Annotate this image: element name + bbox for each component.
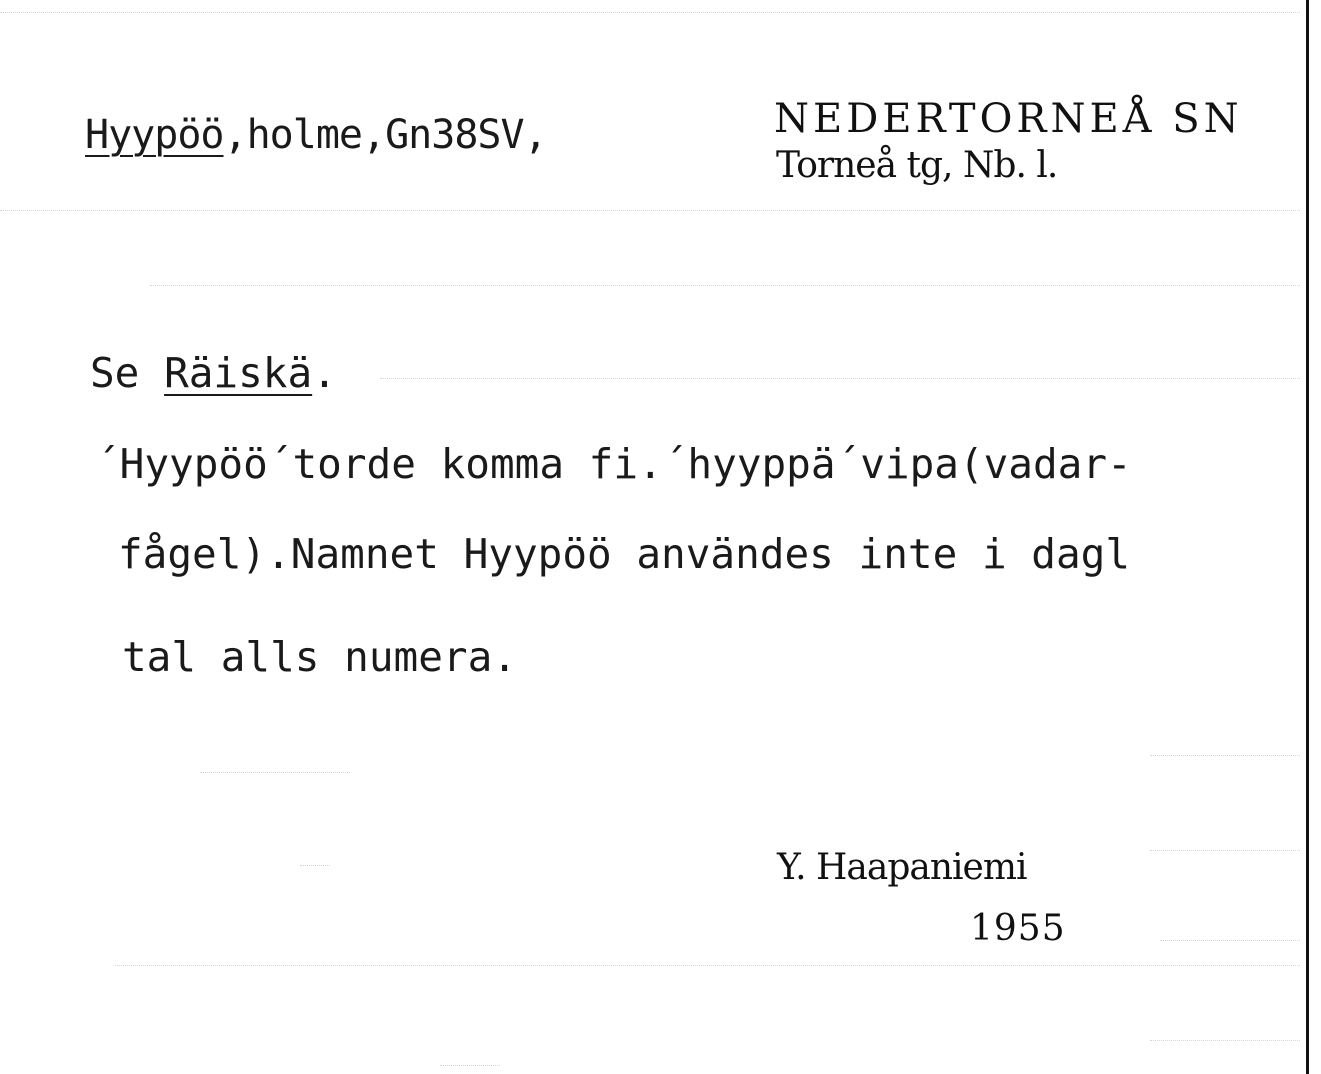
district-line: Torneå tg, Nb. l.	[776, 145, 1058, 186]
rule-line	[115, 965, 1300, 966]
rule-line	[1150, 850, 1300, 851]
see-suffix: .	[312, 349, 337, 397]
rule-line	[1160, 940, 1300, 941]
author-name: Y. Haapaniemi	[777, 847, 1027, 888]
rule-line	[380, 378, 1300, 379]
see-target: Räiskä	[164, 349, 313, 397]
headword-details: ,holme,Gn38SV,	[223, 112, 547, 158]
note-line-3: tal alls numera.	[122, 633, 517, 681]
card-right-edge	[1306, 0, 1309, 1074]
parish-name: NEDERTORNEÅ SN	[774, 96, 1243, 142]
note-line-2: fågel).Namnet Hyypöö användes inte i dagl	[118, 530, 1131, 578]
rule-line	[0, 12, 1300, 13]
rule-line	[440, 1065, 500, 1066]
see-prefix: Se	[90, 349, 165, 397]
rule-line	[200, 772, 350, 773]
rule-line	[150, 285, 1300, 286]
rule-line	[1150, 755, 1300, 756]
note-line-1: ´Hyypöö´torde komma fi.´hyyppä´vipa(vadar-	[95, 440, 1132, 488]
headword-line	[85, 112, 547, 158]
rule-line	[0, 210, 1300, 211]
see-reference	[90, 349, 337, 397]
headword-name: Hyypöö	[85, 112, 224, 158]
rule-line	[1150, 1040, 1300, 1041]
rule-line	[300, 865, 330, 866]
year: 1955	[970, 908, 1066, 949]
